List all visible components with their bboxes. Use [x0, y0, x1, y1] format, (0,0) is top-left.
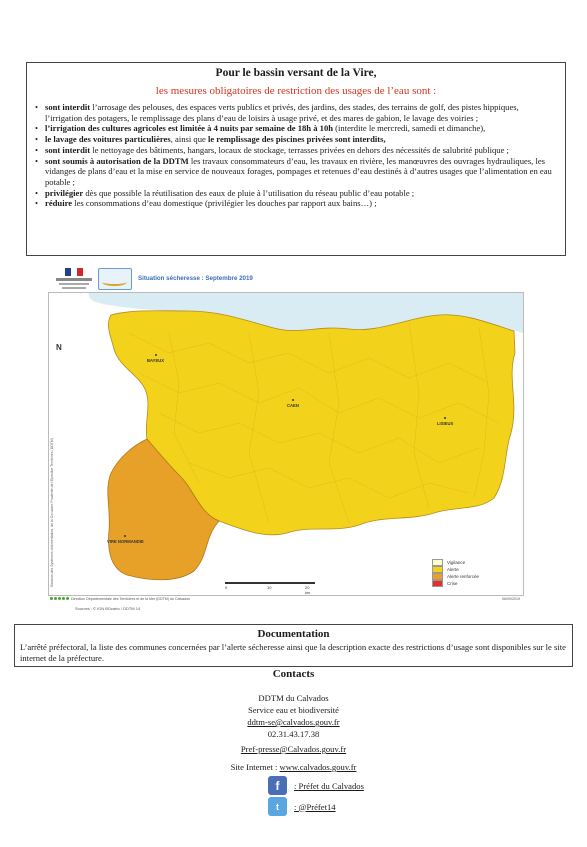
twitter-icon[interactable]: t [268, 797, 287, 816]
north-arrow: N [56, 343, 62, 352]
city-label: BAYEUX [147, 358, 164, 363]
legend-item: Alerte renforcée [432, 573, 496, 580]
contact-email-link[interactable]: ddtm-se@calvados.gouv.fr [247, 717, 340, 727]
footer-dots [50, 597, 70, 601]
contacts-title: Contacts [272, 668, 315, 680]
restrictions-list [33, 102, 557, 209]
facebook-link[interactable]: : Préfet du Calvados [294, 780, 364, 791]
calvados-logo [98, 268, 132, 290]
press-email-link[interactable]: Pref-presse@Calvados.gouv.fr [240, 744, 347, 754]
drought-map-panel [48, 265, 526, 611]
map-source: Sources : © IGN BDcarto / DDTM 14 [75, 606, 141, 611]
city-label: VIRE NORMANDIE [107, 539, 144, 544]
map-title: Situation sécheresse : Septembre 2019 [138, 275, 253, 282]
map-legend [432, 559, 496, 587]
map-scale: 0 10 20 km [225, 582, 315, 590]
city-label: LISIEUX [437, 421, 453, 426]
legend-item: Vigilance [432, 559, 496, 566]
restriction-item: • sont soumis à autorisation de la DDTM les travaux consommateurs d’eau, les travaux en rivière, les manœuvres des ouvrages hydrauliques, les vidanges de plans d’eau et la mise en service de nouveaux forages, pompages et retenues d’eau destinés à d’autres usages que l’alimentation en eau potable ; [33, 156, 557, 188]
facebook-row[interactable] [268, 776, 364, 795]
facebook-icon[interactable]: f [268, 776, 287, 795]
restriction-item: • l’irrigation des cultures agricoles est limitée à 4 nuits par semaine de 18h à 10h (interdite le mercredi, samedi et dimanche), [33, 123, 557, 134]
restrictions-subtitle: les mesures obligatoires de restriction des usages de l’eau sont : [155, 85, 437, 97]
documentation-box [14, 624, 573, 667]
site-link[interactable]: www.calvados.gouv.fr [279, 762, 357, 772]
press-email-wrap [0, 744, 587, 754]
documentation-text: L’arrêté préfectoral, la liste des communes concernées par l’alerte sécheresse ainsi que la description exacte des restrictions d’usage sont disponibles sur le site internet de la préfecture. [20, 642, 566, 663]
legend-item: Crise [432, 580, 496, 587]
legend-item: Alerte [432, 566, 496, 573]
restriction-item: • privilégier dès que possible la réutilisation des eaux de pluie à l’utilisation du réseau public d’eau potable ; [33, 188, 557, 199]
restriction-item: • sont interdit l’arrosage des pelouses, des espaces verts publics et privés, des jardins, des stades, des terrains de golf, des pistes hippiques, l’irrigation des potagers, le remplissage des plans d’eau de loisirs à usage privé, et des mares de gabion, le lavage des voiries ; [33, 102, 557, 123]
site-line [0, 762, 587, 772]
contact-org: DDTM du Calvados [258, 693, 329, 703]
map-footer: Direction Départementale des Territoires et de la Mer (DDTM) du Calvados 06/09/2019 [50, 597, 524, 602]
restrictions-title: Pour le bassin versant de la Vire, [215, 67, 377, 79]
contact-phone: 02.31.43.17.38 [267, 729, 320, 739]
twitter-link[interactable]: : @Préfet14 [294, 801, 336, 812]
twitter-row[interactable] [268, 797, 336, 816]
calvados-map [49, 293, 523, 595]
restrictions-box [26, 62, 566, 256]
prefecture-logo [56, 268, 92, 290]
map-side-note: Bassins des Systèmes d’alimentation, de la Circulaire Prudente de l’Eperdue Territoires (DDTM) [50, 438, 54, 587]
documentation-title: Documentation [257, 628, 330, 640]
city-label: CAEN [287, 403, 299, 408]
contact-email-wrap [0, 717, 587, 727]
restriction-item: • le lavage des voitures particulières, ainsi que le remplissage des piscines privées sont interdits, [33, 134, 557, 145]
restriction-item: • réduire les consommations d’eau domestique (privilégier les douches par rapport aux bains…) ; [33, 198, 557, 209]
restriction-item: • sont interdit le nettoyage des bâtiments, hangars, locaux de stockage, terrasses privées en dehors des nécessités de salubrité publique ; [33, 145, 557, 156]
site-label: Site Internet : [230, 762, 278, 772]
contact-service: Service eau et biodiversité [248, 705, 339, 715]
